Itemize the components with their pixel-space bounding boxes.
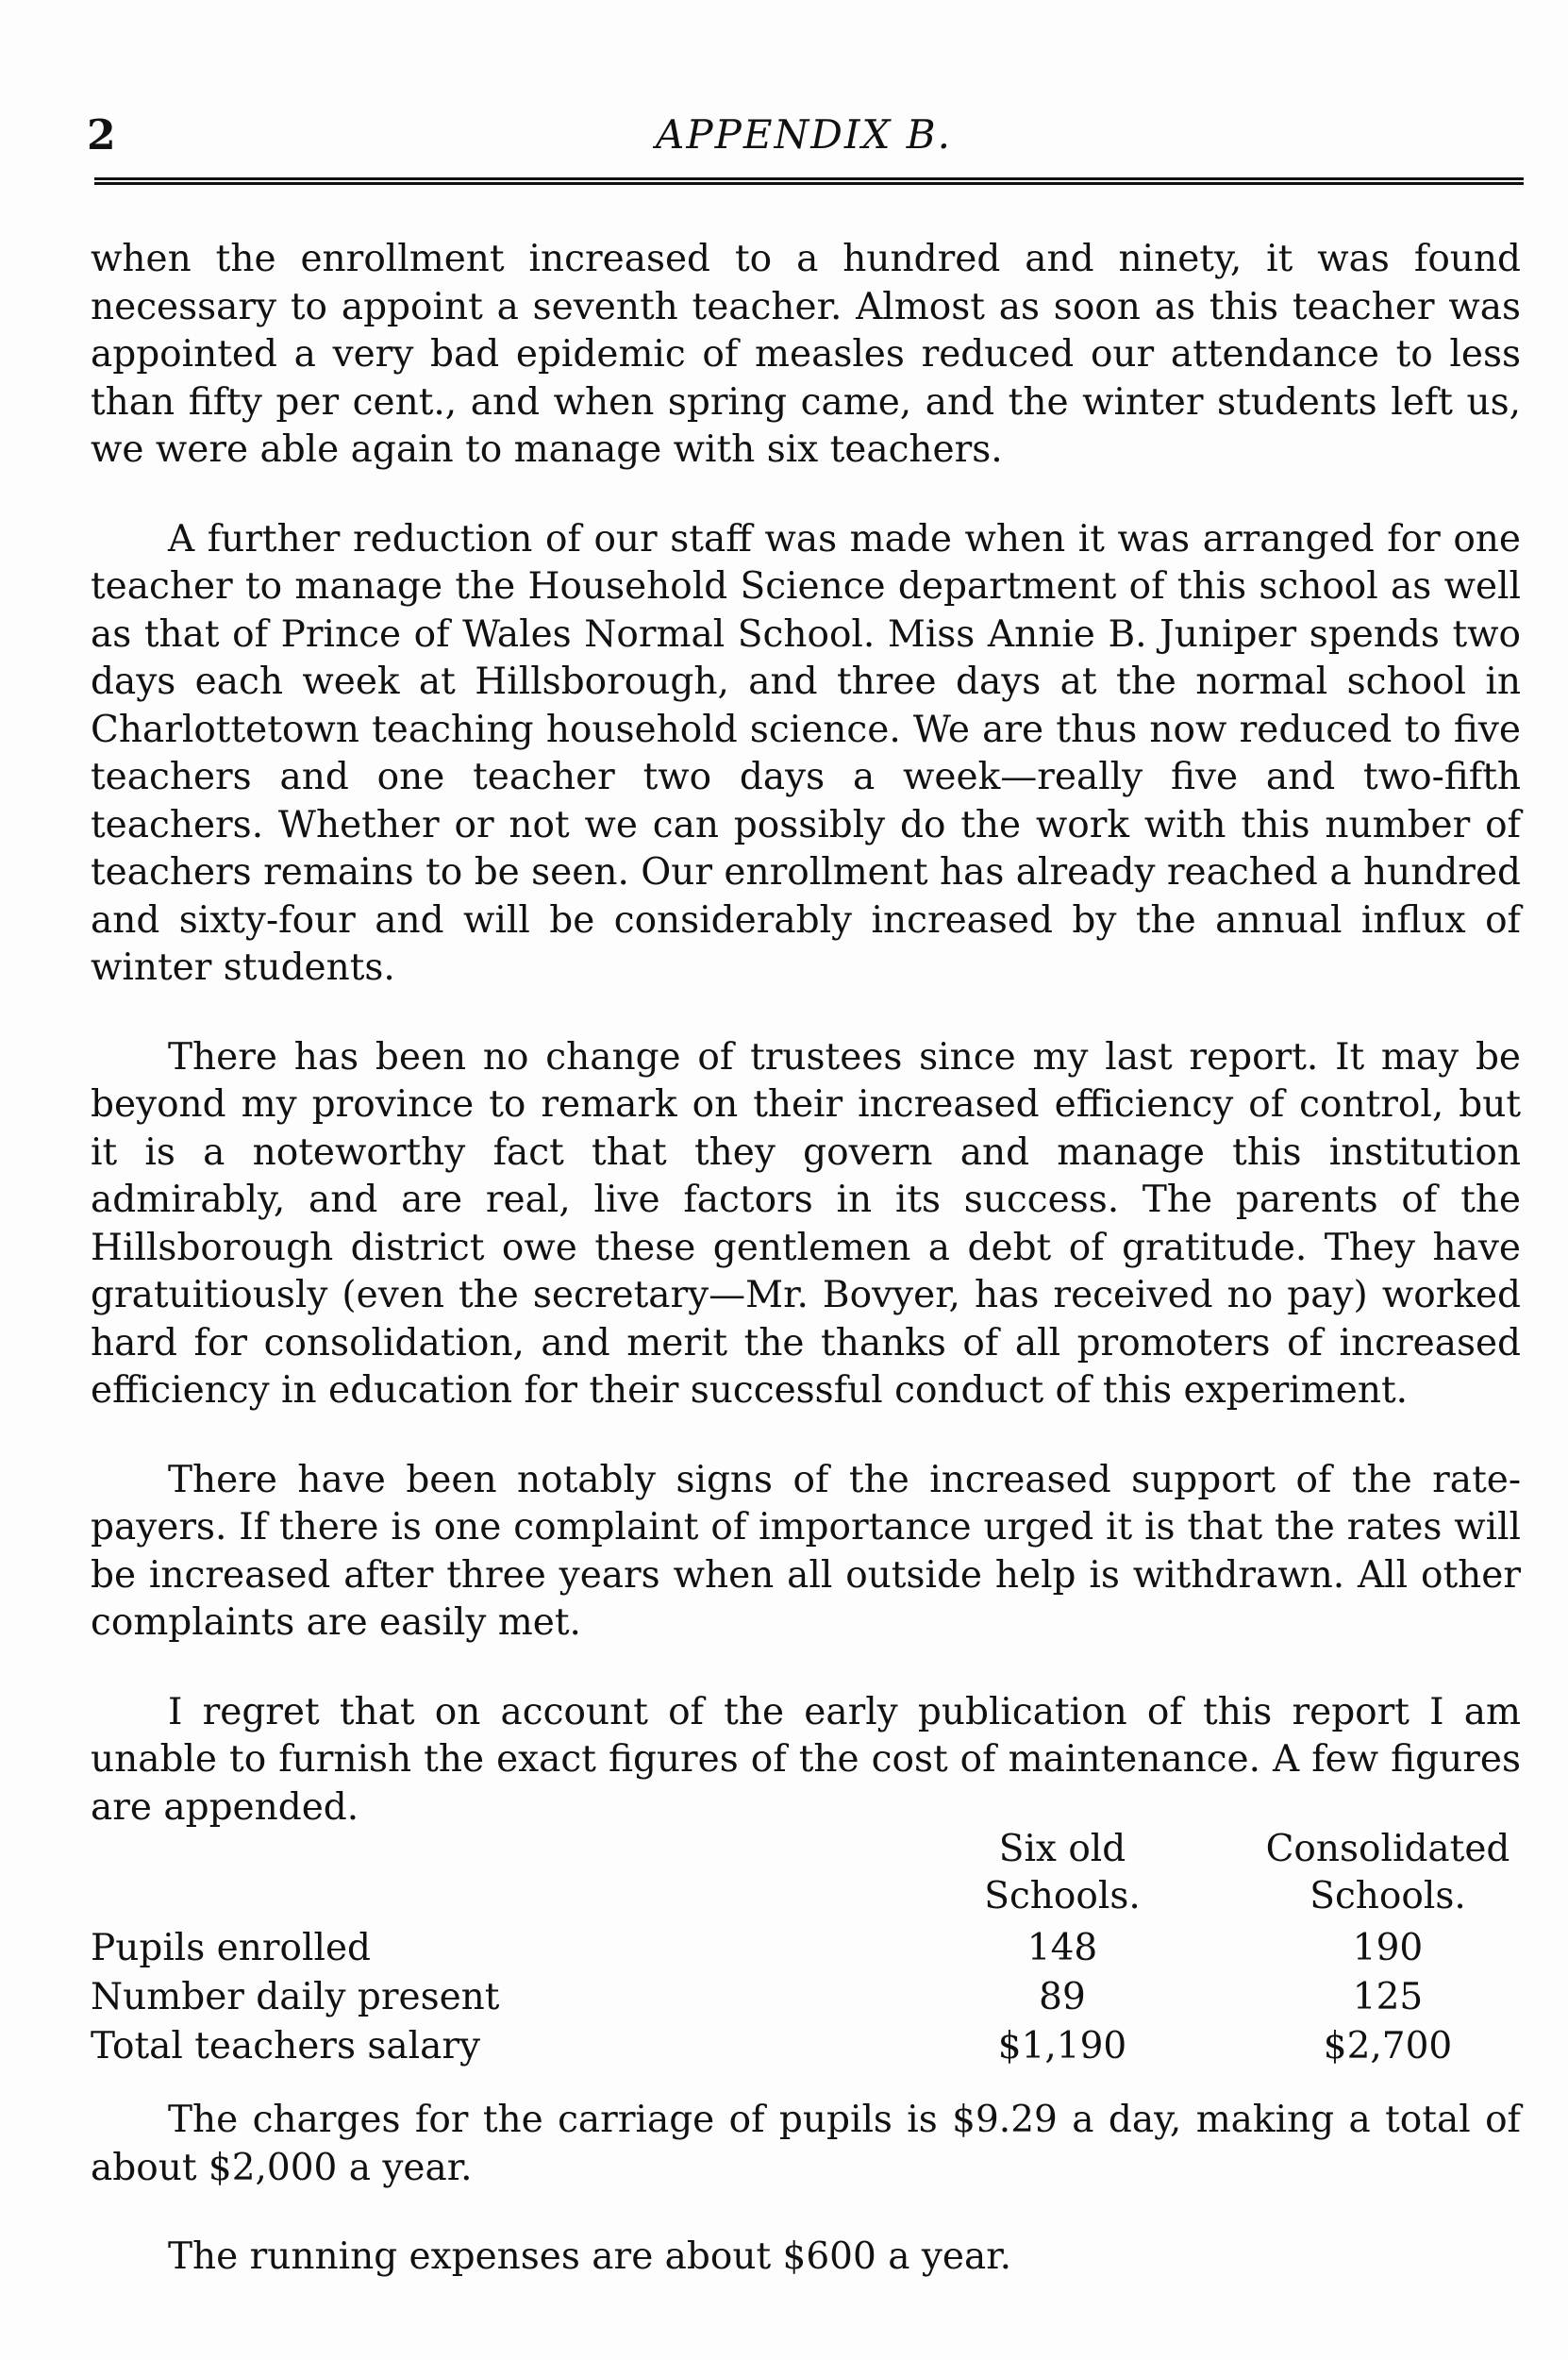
old-schools-value: 89	[1039, 1976, 1086, 2018]
table-row	[91, 1974, 1521, 2023]
column-header-old-line2: Schools.	[984, 1875, 1141, 1917]
consolidated-value: 190	[1352, 1927, 1424, 1969]
table-header	[91, 1826, 1521, 1925]
paragraph-2: A further reduction of our staff was made when it was arranged for one teacher to manage the Household Science department of this school as well as that of Prince of Wales Normal School. Miss Annie B. Juniper spends two days each week at Hillsborough, and three days at the normal school in Charlottetown teaching household science. We are thus now reduced to five teachers and one teacher two days a week—really five and two-fifth teachers. Whether or not we can possibly do the work with this number of teachers remains to be seen. Our enrollment has already reached a hundred and sixty-four and will be considerably increased by the annual influx of winter students.	[91, 517, 1521, 989]
paragraph-4: There have been notably signs of the increased support of the rate-payers. If there is one complaint of importance urged it is that the rates will be increased after three years when all outside help is withdrawn. All other complaints are easily met.	[91, 1458, 1521, 1644]
column-header-consolidated-line2: Schools.	[1309, 1875, 1466, 1917]
header-rule	[94, 177, 1524, 185]
closing-text	[91, 2097, 1521, 2323]
row-label: Number daily present	[91, 1976, 500, 2018]
running-head: APPENDIX B.	[656, 111, 952, 158]
page-number: 2	[87, 111, 116, 159]
table-row	[91, 1925, 1521, 1974]
old-schools-value: 148	[1026, 1927, 1098, 1969]
paragraph-3: There has been no change of trustees since my last report. It may be beyond my province to remark on their increased efficiency of control, but it is a noteworthy fact that they govern and manage this institution admirably, and are real, live factors in its success. The parents of the Hillsborough district owe these gentlemen a debt of gratitude. They have gratuitiously (even the secretary—Mr. Bovyer, has received no pay) worked hard for consolidation, and merit the thanks of all promoters of increased efficiency in education for their successful conduct of this experiment.	[91, 1035, 1521, 1412]
cost-table	[91, 1826, 1521, 2072]
column-header-consolidated-line1: Consolidated	[1265, 1828, 1510, 1870]
column-header-consolidated-schools	[1251, 1826, 1525, 1920]
table-row	[91, 2023, 1521, 2072]
paragraph-running-expenses: The running expenses are about $600 a year.	[168, 2235, 1011, 2278]
paragraph-carriage: The charges for the carriage of pupils is $9.29 a day, making a total of about $2,000 a year.	[91, 2099, 1521, 2189]
row-label: Pupils enrolled	[91, 1927, 371, 1969]
body-text	[91, 236, 1521, 1841]
paragraph-1: when the enrollment increased to a hundred and ninety, it was found necessary to appoint a seventh teacher. Almost as soon as this teacher was appointed a very bad epidemic of measles reduced our attendance to less than fifty per cent., and when spring came, and the winter students left us, we were able again to manage with six teachers.	[91, 238, 1521, 471]
paragraph-5: I regret that on account of the early publication of this report I am unable to furnish the exact figures of the cost of maintenance. A few figures are appended.	[91, 1690, 1521, 1829]
column-header-old-line1: Six old	[998, 1828, 1126, 1870]
consolidated-value: 125	[1352, 1976, 1424, 2018]
page-header	[87, 111, 1521, 168]
old-schools-value: $1,190	[997, 2025, 1127, 2067]
column-header-old-schools	[954, 1826, 1171, 1920]
consolidated-value: $2,700	[1323, 2025, 1453, 2067]
row-label: Total teachers salary	[91, 2025, 481, 2067]
